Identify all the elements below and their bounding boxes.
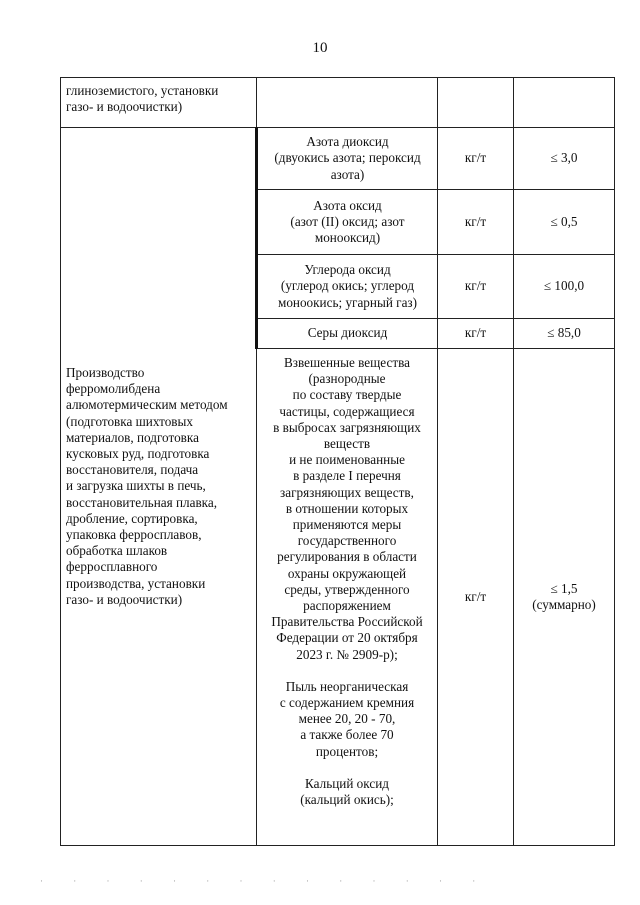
production-description: Производство ферромолибдена алюмотермическим методом (подготовка шихтовых материалов, подготовка кусковых руд, подготовка восстановителя, подача и загрузка шихты в печь, восстановительная плавка, дробление, сортировка, упаковка ферросплавов, обработка шлаков ферросплавного производства, установки газо- и водоочистки)	[61, 128, 257, 846]
substance-cell: Углерода оксид (углерод окись; углерод моноокись; угарный газ)	[257, 255, 438, 319]
page-number: 10	[312, 40, 328, 56]
value-cell: ≤ 100,0	[514, 255, 615, 319]
unit-cell: кг/т	[438, 349, 514, 846]
substance-cell: Взвешенные вещества (разнородные по составу твердые частицы, содержащиеся в выбросах загрязняющих веществ и не поименованные в разделе I перечня загрязняющих веществ, в отношении которых применяются меры государственного регулирования в области охраны окружающей среды, утвержденного распоряжением Правительства Российской Федерации от 20 октября 2023 г. № 2909-р); Пыль неорганическая с содержанием кремния менее 20, 20 - 70, а также более 70 процентов; Кальций оксид (кальций окись);	[257, 349, 438, 846]
empty-cell	[257, 78, 438, 128]
spacer	[261, 663, 433, 679]
unit-cell: кг/т	[438, 190, 514, 255]
emissions-table	[60, 77, 615, 846]
value-cell: ≤ 1,5 (суммарно)	[514, 349, 615, 846]
value-cell: ≤ 3,0	[514, 128, 615, 190]
substance-cell: Серы диоксид	[257, 319, 438, 349]
empty-cell	[438, 78, 514, 128]
value-cell: ≤ 85,0	[514, 319, 615, 349]
unit-cell: кг/т	[438, 319, 514, 349]
substance-cell: Азота оксид (азот (II) оксид; азот монооксид)	[257, 190, 438, 255]
unit-cell: кг/т	[438, 255, 514, 319]
substance-cell: Азота диоксид (двуокись азота; пероксид азота)	[257, 128, 438, 190]
scan-artifacts: · · · · · · · · · · · · · ·	[40, 876, 490, 886]
table-row	[61, 128, 615, 190]
table-row	[61, 78, 615, 128]
spacer	[261, 760, 433, 776]
empty-cell	[514, 78, 615, 128]
unit-cell: кг/т	[438, 128, 514, 190]
value-cell: ≤ 0,5	[514, 190, 615, 255]
continued-production-cell: глиноземистого, установки газо- и водоочистки)	[61, 78, 257, 128]
